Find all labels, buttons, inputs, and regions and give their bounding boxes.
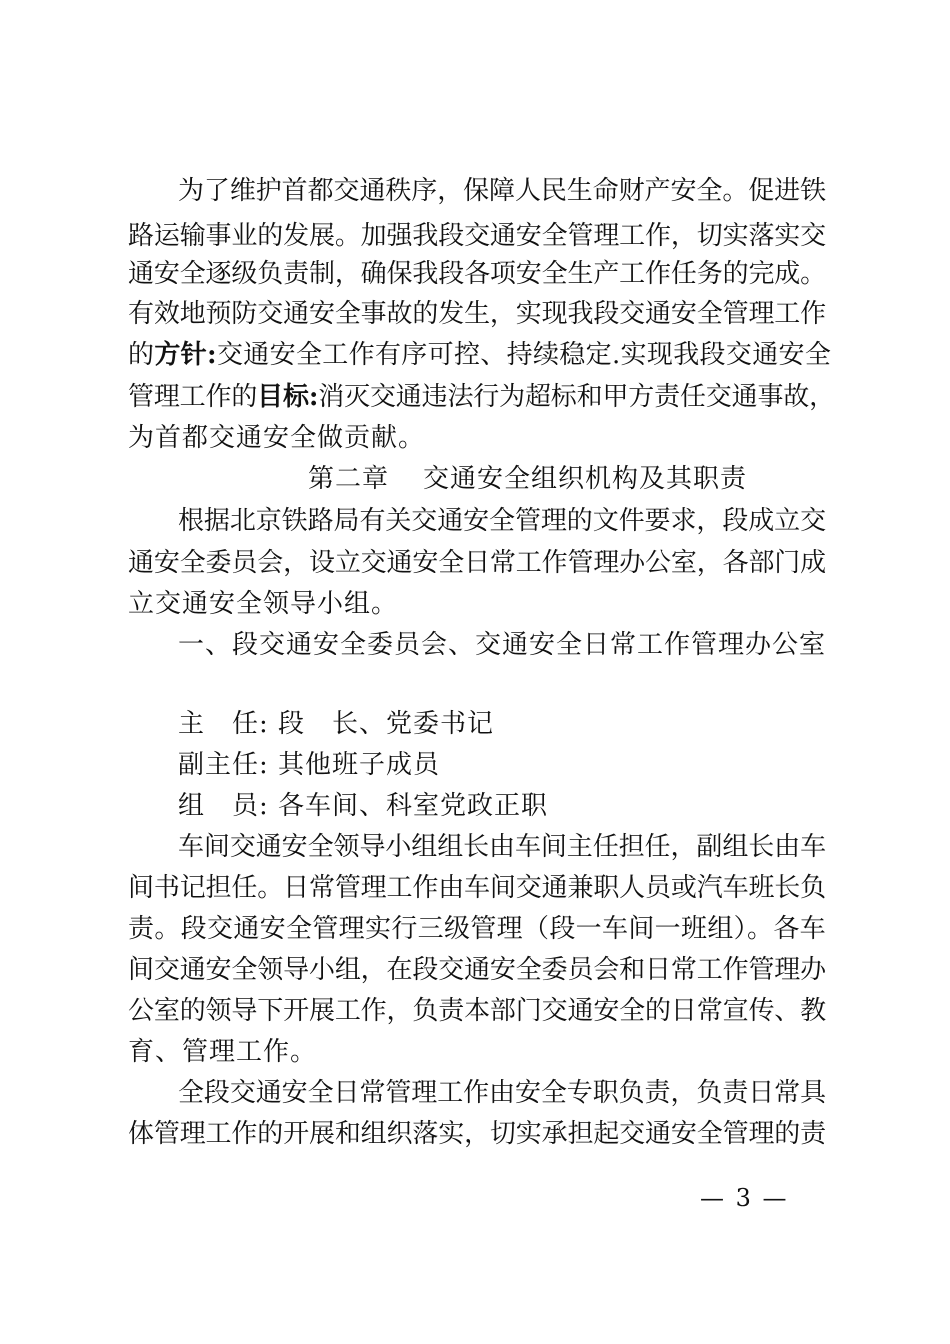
para2-line-3: 立交通安全领导小组。	[128, 589, 399, 619]
para1-line-6-post: 消灭交通违法行为超标和甲方责任交通事故，	[318, 382, 835, 412]
para1-line-6-pre: 管理工作的	[128, 382, 258, 412]
para4-line-1: 全段交通安全日常管理工作由安全专职负责，负责日常具	[178, 1078, 827, 1108]
section-heading: 一、段交通安全委员会、交通安全日常工作管理办公室	[178, 630, 827, 660]
para3-line-4: 间交通安全领导小组，在段交通安全委员会和日常工作管理办	[128, 955, 827, 985]
chapter-heading	[308, 464, 747, 494]
page-number: — 3 —	[700, 1184, 789, 1212]
para1-line-2: 路运输事业的发展。加强我段交通安全管理工作，切实落实交	[128, 221, 827, 251]
director-line: 主 任: 段 长、党委书记	[178, 709, 495, 739]
para1-line-3: 通安全逐级负责制，确保我段各项安全生产工作任务的完成。	[128, 259, 827, 289]
para3-line-5: 公室的领导下开展工作，负责本部门交通安全的日常宣传、教	[128, 996, 827, 1026]
para2-line-2: 通安全委员会，设立交通安全日常工作管理办公室，各部门成	[128, 548, 827, 578]
para2-line-1: 根据北京铁路局有关交通安全管理的文件要求，段成立交	[178, 506, 827, 536]
chapter-title: 交通安全组织机构及其职责	[423, 464, 748, 494]
goal-label: 目标:	[257, 382, 319, 412]
deputy-line: 副主任: 其他班子成员	[178, 750, 441, 780]
para1-line-6	[128, 382, 835, 412]
para3-line-3: 责。段交通安全管理实行三级管理（段一车间一班组）。各车	[128, 914, 827, 944]
para4-line-2: 体管理工作的开展和组织落实，切实承担起交通安全管理的责	[128, 1119, 827, 1149]
para1-line-4: 有效地预防交通安全事故的发生，实现我段交通安全管理工作	[128, 299, 827, 329]
para3-line-6: 育、管理工作。	[128, 1037, 318, 1067]
para1-line-7: 为首都交通安全做贡献。	[128, 423, 426, 453]
para3-line-2: 间书记担任。日常管理工作由车间交通兼职人员或汽车班长负	[128, 873, 827, 903]
para1-line-5-pre: 的	[128, 340, 155, 370]
member-line: 组 员: 各车间、科室党政正职	[178, 791, 549, 821]
para3-line-1: 车间交通安全领导小组组长由车间主任担任，副组长由车	[178, 832, 827, 862]
policy-label: 方针:	[154, 340, 217, 370]
para1-line-5-post: 交通安全工作有序可控、持续稳定.实现我段交通安全	[216, 340, 832, 370]
chapter-number: 第二章	[308, 464, 390, 494]
para1-line-1: 为了维护首都交通秩序，保障人民生命财产安全。促进铁	[178, 176, 827, 206]
para1-line-5	[128, 340, 831, 370]
